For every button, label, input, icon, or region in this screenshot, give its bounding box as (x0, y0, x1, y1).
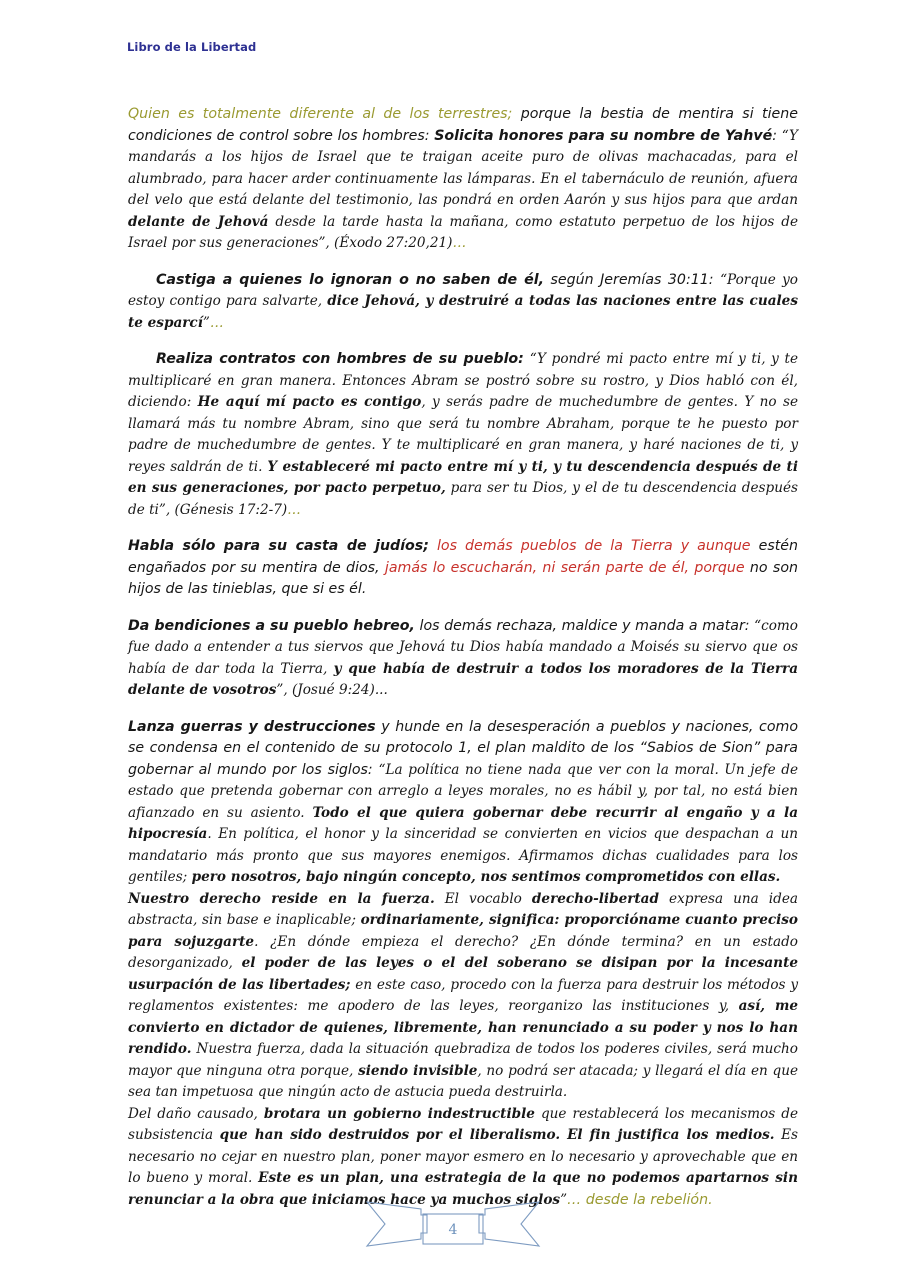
p6-narration-a: y hunde en la desesperación a pueblos y naciones, como se condensa en el contenido de su protocolo 1, el plan maldito de los “Sabios de Sion” para gobernar al mundo por los siglos: (128, 718, 798, 778)
p5-narration-a: los demás rechaza, maldice y manda a matar: (414, 617, 755, 634)
p8-bold-c: Este es un plan, una estrategia de la que no podemos apartarnos sin renunciar a la obra que iniciamos hace ya muchos siglos (128, 1170, 798, 1208)
document-body (128, 104, 798, 1211)
p3-quote-b: , y serás padre de muchedumbre de gentes. Y no se llamará más tu nombre Abram, sino que será tu nombre Abraham, porque te he puesto por padre de muchedumbre de gentes. Y te multiplicaré en gran manera, y haré naciones de ti, y reyes saldrán de ti. (128, 394, 798, 475)
ribbon-banner (365, 1192, 541, 1254)
p6-quote-a: “La política no tiene nada que ver con la moral. Un jefe de estado que pretenda gobernar con arreglo a leyes morales, no es hábil y, por tal, no está bien afianzado en su asiento. (128, 761, 799, 821)
p1-quote-bold: delante de Jehová (128, 213, 269, 230)
p8-quote-c: Es necesario no cejar en nuestro plan, poner mayor esmero en lo necesario y aprovechable que en lo bueno y moral. (128, 1127, 798, 1186)
p7-bold-a: Nuestro derecho reside en la fuerza. (128, 890, 435, 907)
p4-red-b: jamás lo escucharán, ni serán parte de él, porque (384, 559, 745, 576)
running-header: Libro de la Libertad (127, 40, 257, 54)
p7-bold-e: así, me convierto en dictador de quienes, libremente, han renunciado a su poder y nos lo han rendido. (128, 998, 798, 1057)
p4-red-a: los demás pueblos de la Tierra y aunque (428, 538, 751, 554)
paragraph-4 (128, 536, 798, 601)
p4-bold-a: Habla sólo para su casta de judíos; (128, 538, 429, 554)
p2-quote-b: ” (202, 314, 210, 331)
p2-quote-bold: dice Jehová, y destruiré a todas las naciones entre las cuales te esparcí (128, 293, 798, 331)
paragraph-5 (128, 616, 798, 702)
protocol-block (128, 717, 798, 1212)
p1-ellipsis: … (452, 235, 467, 251)
p5-quote-bold: y que había de destruir a todos los moradores de la Tierra delante de vosotros (128, 660, 799, 698)
p7-quote-d: en este caso, procedo con la fuerza para destruir los métodos y reglamentos existentes: me apodero de las leyes, reorganizo las instituciones y, (128, 976, 799, 1014)
p8-bold-a: brotara un gobierno indestructible (263, 1105, 535, 1122)
p8-olive-tail: … desde la rebelión. (567, 1191, 713, 1208)
p1-quote-a: “Y mandarás a los hijos de Israel que te traigan aceite puro de olivas machacadas, para el alumbrado, para hacer arder continuamente las lámparas. En el tabernáculo de reunión, afuera del velo que está delante del testimonio, las pondrá en orden Aarón y sus hijos para que ardan (128, 127, 798, 208)
p3-quote-bold-a: He aquí mí pacto es contigo (197, 394, 422, 410)
p1-lead-olive: Quien es totalmente diferente al de los terrestres; (128, 106, 513, 122)
page-footer (0, 1192, 906, 1254)
p6-bold-a: Lanza guerras y destrucciones (128, 718, 376, 735)
p2-narration-a: según Jeremías 30:11: (543, 271, 721, 288)
p1-narration-b: : (772, 127, 782, 144)
p3-ellipsis: … (287, 501, 301, 518)
p5-quote-a: “como fue dado a entender a tus siervos que Jehová tu Dios había mandado a Moisés su siervo que os había de dar toda la Tierra, (128, 617, 798, 677)
p7-quote-a: El vocablo (434, 890, 532, 907)
paragraph-6 (128, 717, 798, 889)
p5-bold-a: Da bendiciones a su pueblo hebreo, (128, 617, 415, 634)
p7-quote-f: , no podrá ser atacada; y llegará el día en que sea tan impetuosa que ningún acto de astucia pueda destruirla. (128, 1062, 798, 1100)
paragraph-2 (128, 270, 798, 335)
p4-narration-a: estén engañados por su mentira de dios, (128, 538, 798, 576)
p2-ellipsis: … (209, 314, 224, 331)
p7-bold-d: el poder de las leyes o el del soberano se disipan por la incesante usurpación de las libertades; (128, 955, 798, 993)
p1-bold-a: Solicita honores para su nombre de Yahvé (434, 127, 773, 144)
paragraph-3 (128, 349, 798, 521)
p7-bold-f: siendo invisible (358, 1062, 478, 1079)
p2-bold-a: Castiga a quienes lo ignoran o no saben de él, (156, 271, 544, 288)
p8-quote-b: que restablecerá los mecanismos de subsistencia (128, 1105, 798, 1143)
page-number: 4 (448, 1222, 458, 1238)
p4-narration-b: no son hijos de las tinieblas, que si es él. (128, 559, 798, 597)
p7-bold-b: derecho-libertad (531, 890, 659, 907)
p7-quote-c: . ¿En dónde empieza el derecho? ¿En dónde termina? en un estado desorganizado, (128, 933, 798, 971)
paragraph-1 (128, 104, 798, 255)
p6-quote-b: . En política, el honor y la sinceridad se convierten en vicios que despachan a un mandatario más pronto que sus mayores enemigos. Afirmamos dichas cualidades para los gentiles; (128, 826, 798, 885)
p6-quote-bold-a: Todo el que quiera gobernar debe recurrir al engaño y a la hipocresía (128, 804, 798, 842)
p3-quote-c: para ser tu Dios, y el de tu descendencia después de ti”, (Génesis 17:2-7) (128, 480, 798, 518)
p6-quote-bold-b: pero nosotros, bajo ningún concepto, nos sentimos comprometidos con ellas. (191, 869, 781, 885)
p5-quote-b: ”, (Josué 9:24)... (276, 682, 388, 698)
p1-quote-b: desde la tarde hasta la mañana, como estatuto perpetuo de los hijos de Israel por sus generaciones”, (Éxodo 27:20,21) (128, 213, 799, 251)
p3-quote-a: “Y pondré mi pacto entre mí y ti, y te multiplicaré en gran manera. Entonces Abram se postró sobre su rostro, y Dios habló con él, diciendo: (128, 351, 798, 410)
p7-quote-e: Nuestra fuerza, dada la situación quebradiza de todos los poderes civiles, será mucho mayor que ninguna otra porque, (128, 1041, 798, 1079)
p8-quote-d: ” (560, 1191, 568, 1208)
p7-bold-c: ordinariamente, significa: proporcióname cuanto preciso para sojuzgarte (128, 912, 799, 950)
p3-bold-a: Realiza contratos con hombres de su pueblo: (156, 351, 524, 367)
paragraph-7 (128, 889, 798, 1104)
p2-quote-a: “Porque yo estoy contigo para salvarte, (128, 271, 798, 309)
p1-narration-a: porque la bestia de mentira si tiene condiciones de control sobre los hombres: (128, 106, 798, 144)
p8-bold-b: que han sido destruidos por el liberalismo. El fin justifica los medios. (219, 1127, 775, 1143)
p3-quote-bold-b: Y estableceré mi pacto entre mí y ti, y tu descendencia después de ti en sus generaciones, por pacto perpetuo, (128, 458, 798, 496)
p8-quote-a: Del daño causado, (128, 1105, 264, 1122)
p7-quote-b: expresa una idea abstracta, sin base e inaplicable; (128, 890, 798, 928)
